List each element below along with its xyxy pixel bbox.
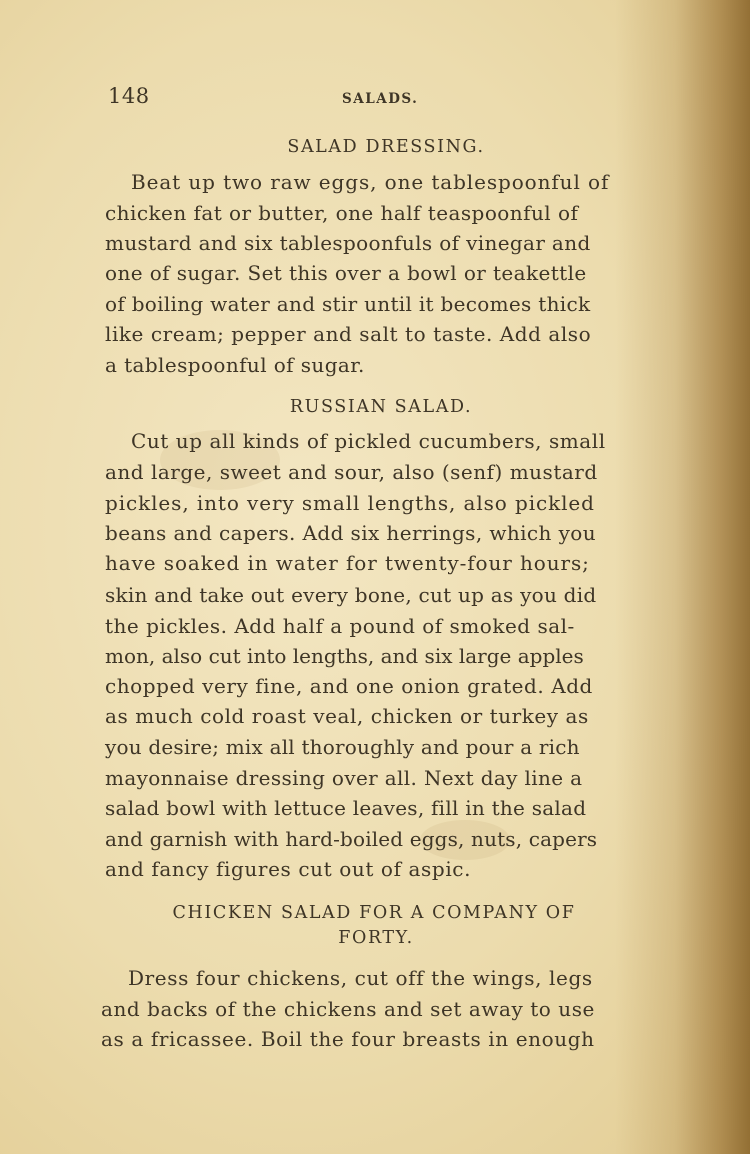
section-heading-russian-salad: RUSSIAN SALAD.: [289, 397, 473, 417]
text-line: and garnish with hard-boiled eggs, nuts, capers: [105, 827, 598, 851]
text-line: and large, sweet and sour, also (senf) mustard: [105, 460, 598, 484]
text-line: the pickles. Add half a pound of smoked sal-: [105, 614, 575, 638]
section-heading-salad-dressing: SALAD DRESSING.: [287, 137, 485, 157]
text-line: as a fricassee. Boil the four breasts in enough: [101, 1027, 595, 1051]
text-line: one of sugar. Set this over a bowl or teakettle: [105, 261, 587, 285]
text-line: mayonnaise dressing over all. Next day line a: [105, 766, 583, 790]
running-head: SALADS.: [342, 91, 419, 107]
text-line: Beat up two raw eggs, one tablespoonful of: [131, 170, 610, 194]
text-line: mustard and six tablespoonfuls of vinegar and: [105, 231, 591, 255]
text-line: pickles, into very small lengths, also pickled: [105, 491, 595, 515]
text-line: have soaked in water for twenty-four hours;: [105, 551, 590, 575]
text-line: you desire; mix all thoroughly and pour a rich: [105, 735, 580, 759]
page-number: 148: [108, 84, 150, 108]
text-line: and fancy figures cut out of aspic.: [105, 857, 472, 881]
text-line: as much cold roast veal, chicken or turkey as: [105, 704, 589, 728]
text-line: skin and take out every bone, cut up as you did: [105, 583, 597, 607]
text-line: mon, also cut into lengths, and six large apples: [105, 644, 584, 668]
section-heading-chicken-salad-line-2: FORTY.: [338, 928, 414, 948]
text-line: chicken fat or butter, one half teaspoonful of: [105, 201, 579, 225]
text-line: salad bowl with lettuce leaves, fill in the salad: [105, 796, 587, 820]
section-heading-chicken-salad-line-1: CHICKEN SALAD FOR A COMPANY OF: [172, 903, 576, 923]
text-line: of boiling water and stir until it becomes thick: [105, 292, 591, 316]
text-line: chopped very fine, and one onion grated. Add: [105, 674, 593, 698]
text-line: Dress four chickens, cut off the wings, legs: [128, 966, 593, 990]
text-line: and backs of the chickens and set away to use: [101, 997, 595, 1021]
text-line: beans and capers. Add six herrings, which you: [105, 521, 596, 545]
text-line: Cut up all kinds of pickled cucumbers, small: [131, 429, 606, 453]
text-line: a tablespoonful of sugar.: [105, 353, 365, 377]
text-line: like cream; pepper and salt to taste. Add also: [105, 322, 592, 346]
